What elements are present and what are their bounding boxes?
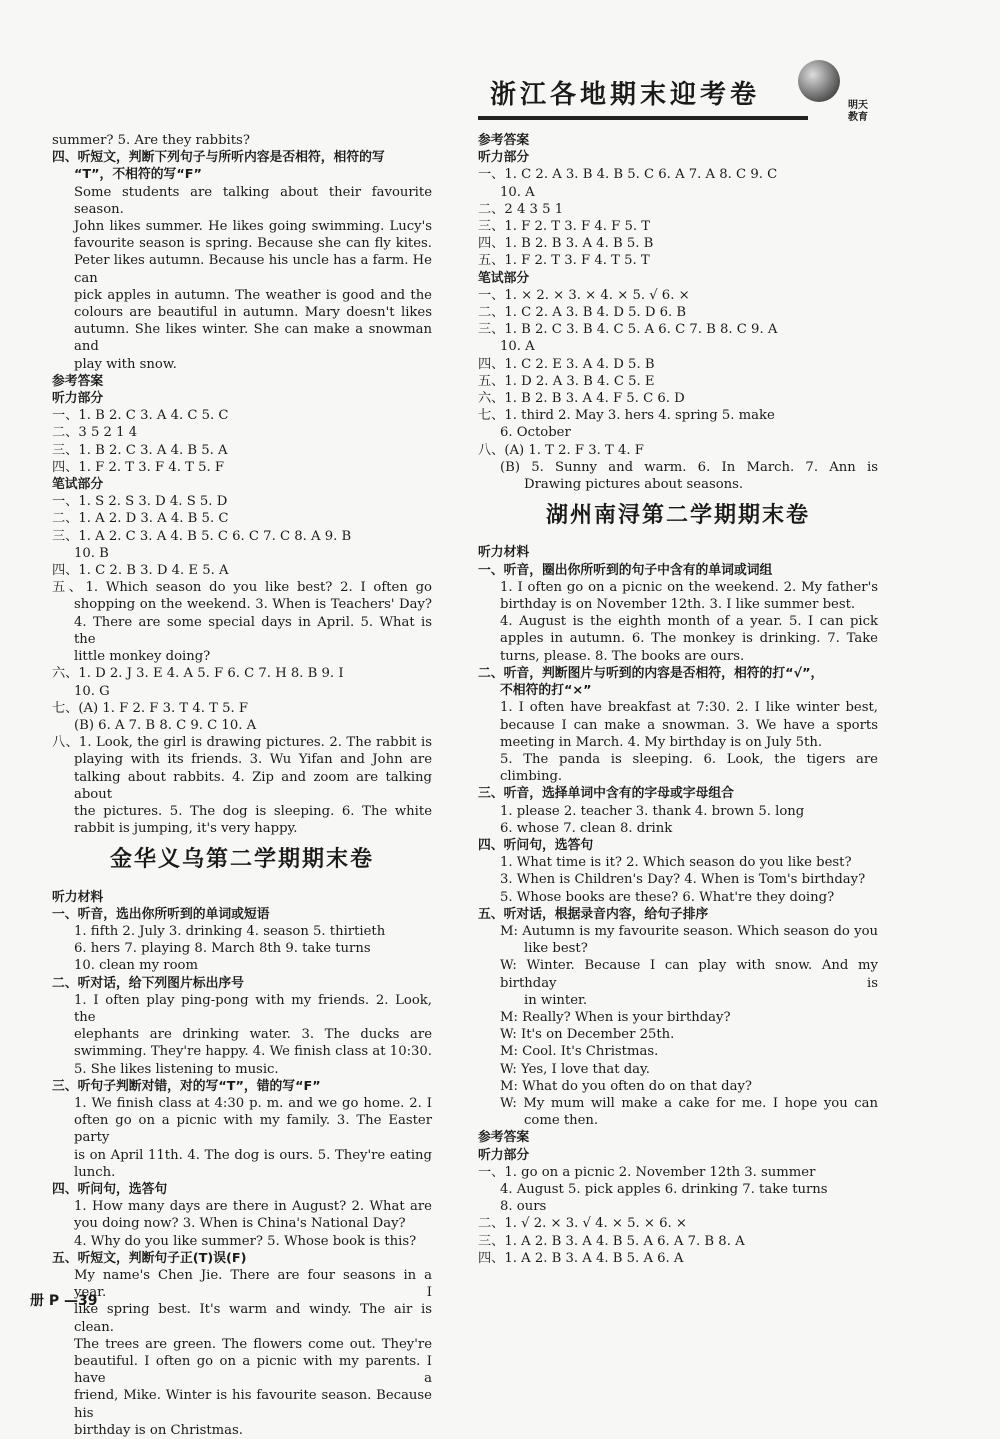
text-line: summer? 5. Are they rabbits? — [52, 133, 250, 148]
text-line: 四、1. B 2. B 3. A 4. B 5. B — [478, 236, 654, 252]
text-line: 一、1. × 2. × 3. × 4. × 5. √ 6. × — [478, 287, 690, 303]
text-line: W: My mum will make a cake for me. I hope you can — [500, 1095, 878, 1111]
text-line: 四、1. F 2. T 3. F 4. T 5. F — [52, 459, 225, 475]
text-line: beautiful. I often go on a picnic with my parents. I have a — [74, 1354, 432, 1387]
section-heading: 五、听对话，根据录音内容，给句子排序 — [478, 906, 709, 922]
text-line: 1. What time is it? 2. Which season do you like best? — [500, 855, 852, 871]
text-line: swimming. They're happy. 4. We finish class at 10:30. — [74, 1044, 432, 1060]
text-line: 六、1. D 2. J 3. E 4. A 5. F 6. C 7. H 8. B 9. I — [52, 666, 344, 682]
text-line: 4. August 5. pick apples 6. drinking 7. take turns — [500, 1181, 828, 1197]
text-line: 4. August is the eighth month of a year. 5. I can pick — [500, 614, 878, 630]
publisher-brand — [848, 100, 868, 124]
section-heading: 五、听短文，判断句子正(T)误(F) — [52, 1250, 247, 1266]
text-line: 一、1. go on a picnic 2. November 12th 3. summer — [478, 1164, 816, 1180]
section-heading: 四、听问句，选答句 — [478, 837, 594, 853]
text-line: M: What do you often do on that day? — [500, 1078, 752, 1094]
page-header — [470, 58, 870, 138]
section-title: 湖州南浔第二学期期末卷 — [545, 503, 810, 529]
text-line: like spring best. It's warm and windy. The air is clean. — [74, 1302, 432, 1335]
text-line: 二、1. √ 2. × 3. √ 4. × 5. × 6. × — [478, 1216, 687, 1232]
section-heading: 不相符的打“×” — [500, 683, 592, 699]
text-line: (B) 5. Sunny and warm. 6. In March. 7. Ann is — [500, 459, 878, 475]
text-line: 1. I often go on a picnic on the weekend. 2. My father's — [500, 579, 878, 595]
text-line: 1. fifth 2. July 3. drinking 4. season 5. thirtieth — [74, 923, 386, 939]
text-line: Some students are talking about their favourite season. — [74, 184, 432, 217]
text-line: 七、(A) 1. F 2. F 3. T 4. T 5. F — [52, 700, 249, 716]
right-column — [478, 132, 878, 1267]
section-heading: 笔试部分 — [52, 477, 104, 493]
section-title: 金华义乌第二学期期末卷 — [109, 847, 374, 873]
text-line: 5. She likes listening to music. — [74, 1061, 279, 1077]
text-line: turns, please. 8. The books are ours. — [500, 648, 745, 664]
text-line: 3. When is Children's Day? 4. When is Tom's birthday? — [500, 872, 866, 888]
text-line: 三、1. A 2. C 3. A 4. B 5. C 6. C 7. C 8. A 9. B — [52, 528, 352, 544]
section-heading: 一、听音，圈出你所听到的句子中含有的单词或词组 — [478, 562, 773, 578]
text-line: like best? — [524, 941, 588, 957]
text-line: playing with its friends. 3. Wu Yifan and John are — [74, 752, 432, 768]
text-line: 10. G — [74, 683, 110, 699]
header-title: 浙江各地期末迎考卷 — [490, 80, 761, 110]
text-line: 三、1. F 2. T 3. F 4. F 5. T — [478, 219, 651, 235]
text-line: 二、1. A 2. D 3. A 4. B 5. C — [52, 511, 229, 527]
text-line: play with snow. — [74, 356, 177, 372]
section-heading: 四、听问句，选答句 — [52, 1181, 168, 1197]
text-line: 五、1. F 2. T 3. F 4. T 5. T — [478, 253, 650, 269]
text-line: M: Really? When is your birthday? — [500, 1009, 731, 1025]
brand-line-2: 教育 — [848, 112, 868, 123]
text-line: lunch. — [74, 1164, 116, 1180]
text-line: come then. — [524, 1113, 599, 1129]
text-line: 七、1. third 2. May 3. hers 4. spring 5. make — [478, 408, 775, 424]
text-line: M: Autumn is my favourite season. Which season do you — [500, 923, 878, 939]
text-line: 四、1. C 2. E 3. A 4. D 5. B — [478, 356, 655, 372]
text-line: 一、1. C 2. A 3. B 4. B 5. C 6. A 7. A 8. C 9. C — [478, 167, 778, 183]
text-line: 五、1. D 2. A 3. B 4. C 5. E — [478, 373, 655, 389]
text-line: apples in autumn. 6. The monkey is drinking. 7. Take — [500, 631, 878, 647]
brand-line-1: 明天 — [848, 100, 868, 111]
section-heading: 听力材料 — [52, 889, 104, 905]
text-line: 三、1. B 2. C 3. B 4. C 5. A 6. C 7. B 8. C 9. A — [478, 322, 778, 338]
text-line: birthday is on November 12th. 3. I like summer best. — [500, 597, 856, 613]
publisher-logo-icon — [798, 60, 840, 102]
text-line: 10. A — [500, 184, 535, 200]
text-line: birthday is on Christmas. — [74, 1422, 244, 1438]
text-line: you doing now? 3. When is China's National Day? — [74, 1216, 406, 1232]
text-line: 三、1. A 2. B 3. A 4. B 5. A 6. A 7. B 8. A — [478, 1233, 745, 1249]
text-line: Peter likes autumn. Because his uncle has a farm. He can — [74, 253, 432, 286]
text-line: 10. A — [500, 339, 535, 355]
text-line: 6. hers 7. playing 8. March 8th 9. take turns — [74, 941, 371, 957]
section-heading: 三、听句子判断对错，对的写“T”，错的写“F” — [52, 1078, 321, 1094]
section-heading: 二、听对话，给下列图片标出序号 — [52, 975, 244, 991]
section-heading: 听力部分 — [52, 391, 104, 407]
text-line: in winter. — [524, 992, 588, 1008]
text-line: 二、2 4 3 5 1 — [478, 201, 564, 217]
section-heading: 四、听短文，判断下列句子与所听内容是否相符，相符的写 — [52, 150, 385, 166]
text-line: 1. I often play ping-pong with my friends. 2. Look, the — [74, 992, 432, 1025]
text-line: is on April 11th. 4. The dog is ours. 5. They're eating — [74, 1147, 432, 1163]
text-line: 八、(A) 1. T 2. F 3. T 4. F — [478, 442, 644, 458]
text-line: 8. ours — [500, 1199, 547, 1215]
text-line: 5. The panda is sleeping. 6. Look, the tigers are — [500, 751, 878, 767]
text-line: 1. We finish class at 4:30 p. m. and we go home. 2. I — [74, 1095, 432, 1111]
text-line: rabbit is jumping, it's very happy. — [74, 821, 298, 837]
section-heading: “T”，不相符的写“F” — [74, 167, 202, 183]
text-line: the pictures. 5. The dog is sleeping. 6. The white — [74, 803, 432, 819]
text-line: often go on a picnic with my family. 3. The Easter party — [74, 1113, 432, 1146]
section-heading: 笔试部分 — [478, 270, 530, 286]
text-line: 四、1. A 2. B 3. A 4. B 5. A 6. A — [478, 1250, 684, 1266]
text-line: My name's Chen Jie. There are four seasons in a year. I — [74, 1268, 432, 1301]
text-line: 一、1. B 2. C 3. A 4. C 5. C — [52, 408, 229, 424]
text-line: (B) 6. A 7. B 8. C 9. C 10. A — [74, 717, 257, 733]
section-heading: 听力部分 — [478, 150, 530, 166]
text-line: 一、1. S 2. S 3. D 4. S 5. D — [52, 494, 228, 510]
section-heading: 一、听音，选出你所听到的单词或短语 — [52, 906, 270, 922]
text-line: W: Yes, I love that day. — [500, 1061, 650, 1077]
text-line: 二、3 5 2 1 4 — [52, 425, 138, 441]
section-heading: 听力部分 — [478, 1147, 530, 1163]
text-line: autumn. She likes winter. She can make a snowman and — [74, 322, 432, 355]
text-line: pick apples in autumn. The weather is good and the — [74, 287, 432, 303]
text-line: John likes summer. He likes going swimming. Lucy's — [74, 219, 432, 235]
text-line: 10. B — [74, 545, 109, 561]
text-line: 6. whose 7. clean 8. drink — [500, 820, 673, 836]
text-line: colours are beautiful in autumn. Mary doesn't likes — [74, 305, 432, 321]
text-line: 5. Whose books are these? 6. What're they doing? — [500, 889, 835, 905]
text-line: 五、1. Which season do you like best? 2. I often go — [52, 580, 432, 596]
text-line: 三、1. B 2. C 3. A 4. B 5. A — [52, 442, 228, 458]
header-rule — [478, 116, 808, 120]
text-line: 6. October — [500, 425, 571, 441]
text-line: talking about rabbits. 4. Zip and zoom are talking about — [74, 769, 432, 802]
text-line: little monkey doing? — [74, 649, 211, 665]
text-line: 四、1. C 2. B 3. D 4. E 5. A — [52, 563, 229, 579]
left-column — [52, 132, 432, 1439]
text-line: W: It's on December 25th. — [500, 1027, 675, 1043]
text-line: 1. please 2. teacher 3. thank 4. brown 5. long — [500, 803, 805, 819]
section-heading: 参考答案 — [478, 1130, 530, 1146]
text-line: The trees are green. The flowers come out. They're — [74, 1336, 432, 1352]
text-line: because I can make a snowman. 3. We have a sports — [500, 717, 878, 733]
text-line: elephants are drinking water. 3. The ducks are — [74, 1027, 432, 1043]
text-line: M: Cool. It's Christmas. — [500, 1044, 659, 1060]
text-line: friend, Mike. Winter is his favourite season. Because his — [74, 1388, 432, 1421]
text-line: 1. How many days are there in August? 2. What are — [74, 1199, 432, 1215]
text-line: shopping on the weekend. 3. When is Teachers' Day? — [74, 597, 432, 613]
text-line: climbing. — [500, 769, 563, 785]
section-heading: 听力材料 — [478, 545, 530, 561]
text-line: 4. Why do you like summer? 5. Whose book is this? — [74, 1233, 417, 1249]
text-line: favourite season is spring. Because she can fly kites. — [74, 236, 432, 252]
section-heading: 参考答案 — [478, 133, 530, 148]
section-heading: 二、听音，判断图片与听到的内容是否相符，相符的打“√”， — [478, 665, 824, 681]
text-line: W: Winter. Because I can play with snow. And my birthday is — [500, 958, 878, 991]
text-line: 六、1. B 2. B 3. A 4. F 5. C 6. D — [478, 391, 685, 407]
text-line: 10. clean my room — [74, 958, 198, 974]
section-heading: 参考答案 — [52, 373, 104, 389]
text-line: 4. There are some special days in April. 5. What is the — [74, 614, 432, 647]
text-line: Drawing pictures about seasons. — [524, 477, 744, 493]
text-line: 1. I often have breakfast at 7:30. 2. I like winter best, — [500, 700, 878, 716]
text-line: meeting in March. 4. My birthday is on July 5th. — [500, 734, 823, 750]
text-line: 八、1. Look, the girl is drawing pictures. 2. The rabbit is — [52, 735, 432, 751]
text-line: 二、1. C 2. A 3. B 4. D 5. D 6. B — [478, 305, 687, 321]
section-heading: 三、听音，选择单词中含有的字母或字母组合 — [478, 786, 734, 802]
page-number: 册 P —39 — [30, 1293, 98, 1309]
